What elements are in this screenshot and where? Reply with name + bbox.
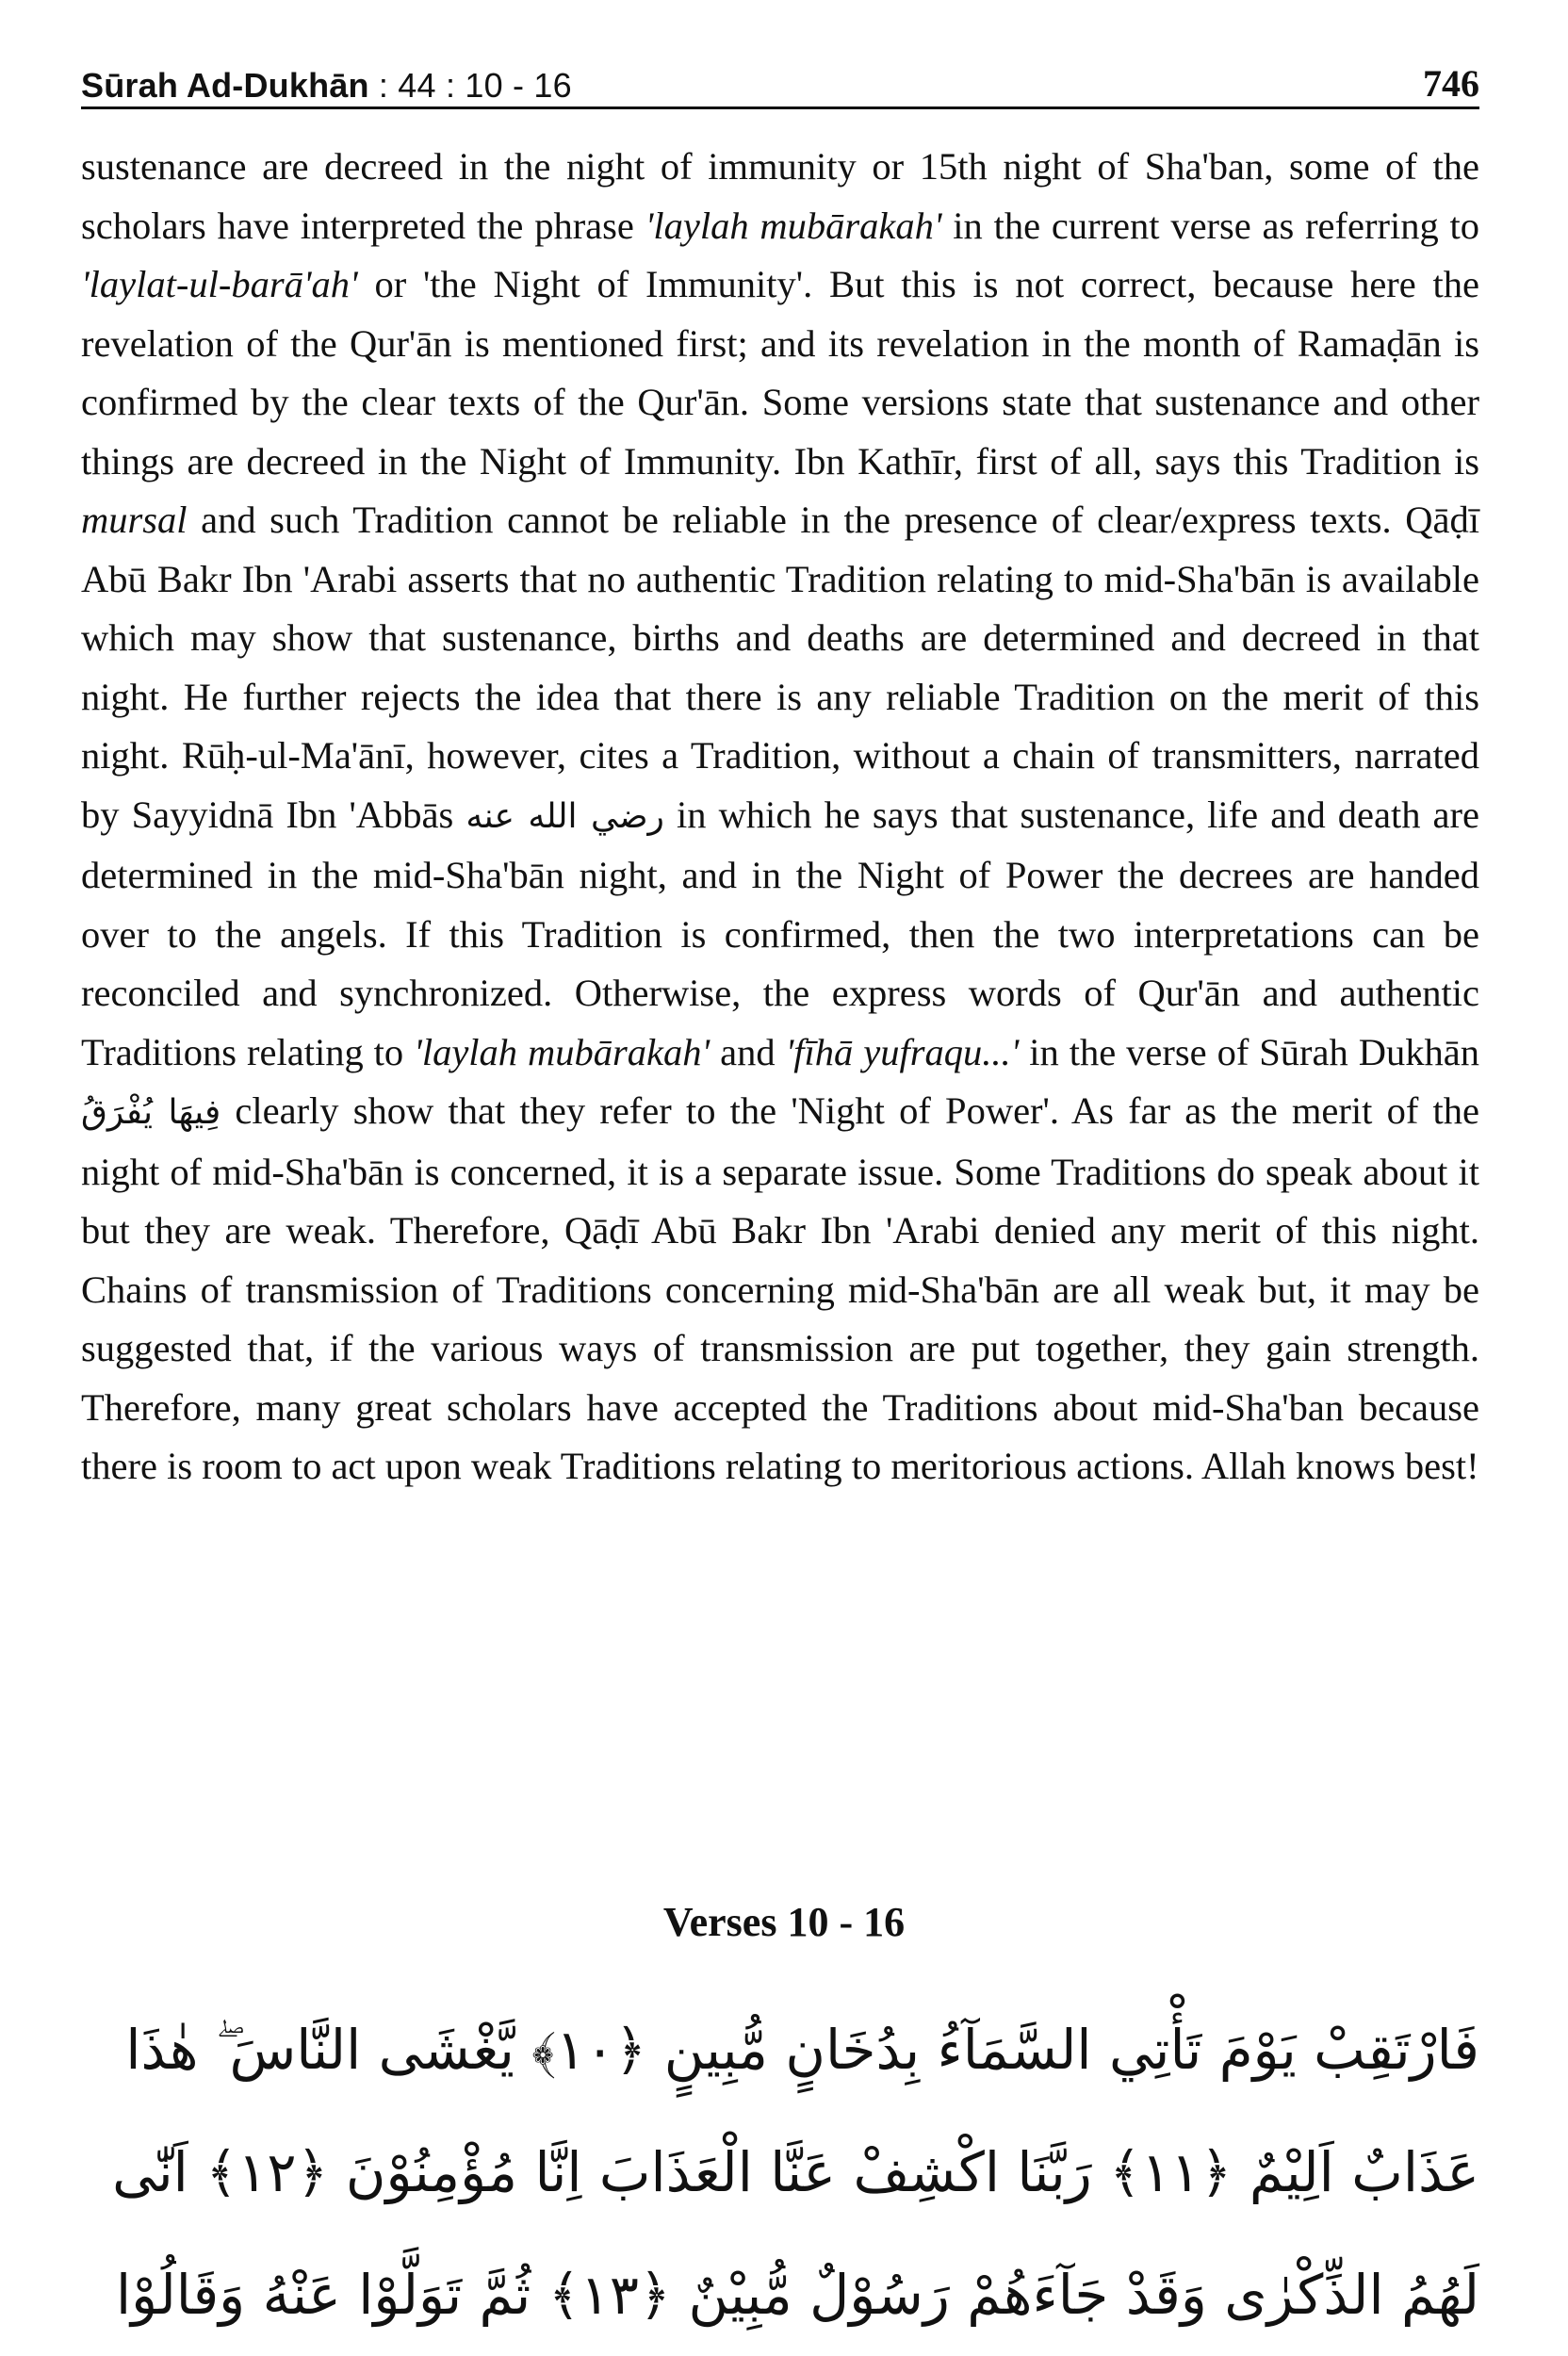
italic-term: 'laylah mubārakah': [414, 1030, 710, 1073]
text-run: in the verse of Sūrah Dukhān: [1019, 1030, 1479, 1073]
page-header: [81, 41, 1479, 106]
text-run: and: [710, 1030, 786, 1073]
italic-term: mursal: [81, 499, 188, 541]
italic-term: 'fīhā yufraqu...': [785, 1030, 1020, 1073]
verse-reference: : 44 : 10 - 16: [368, 66, 572, 105]
arabic-phrase: فِيهَا يُفْرَقُ: [81, 1093, 221, 1132]
surah-title: Sūrah Ad-Dukhān: [81, 66, 369, 105]
commentary-text: [81, 138, 1479, 1497]
text-run: or 'the Night of Immunity'. But this is not correct, because here the revelation of the Qur'ān is mentioned first; and its revelation in the month of Ramaḍān is confirmed by the clear texts of the Qur'ān. Some versions state that sustenance and other things are decreed in the Night of Immunity. Ibn Kathīr, first of all, says this Tradition is: [81, 263, 1479, 483]
verse-line: فَارْتَقِبْ يَوْمَ تَأْتِي السَّمَآءُ بِدُخَانٍ مُّبِينٍ ﴿١٠﴾ يَّغْشَى النَّاسَ ۖ هٰذَا: [125, 2018, 1479, 2082]
italic-term: 'laylat-ul-barā'ah': [81, 263, 358, 305]
honorific-glyph: رضي الله عنه: [466, 796, 664, 836]
text-run: clearly show that they refer to the 'Night of Power'. As far as the merit of the night of mid-Sha'bān is concerned, it is a separate issue. Some Traditions do speak about it but they are weak. Therefore, Qāḍī Abū Bakr Ibn 'Arabi denied any merit of this night. Chains of transmission of Traditions concerning mid-Sha'bān are all weak but, it may be suggested that, if the various ways of transmission are put together, they gain strength. Therefore, many great scholars have accepted the Traditions about mid-Sha'ban because there is room to act upon weak Traditions relating to meritorious actions. Allah knows best!: [81, 1089, 1479, 1487]
page-number: 746: [1423, 62, 1479, 105]
quran-verses: [112, 1988, 1479, 2356]
italic-term: 'laylah mubārakah': [645, 204, 942, 247]
section-heading: Verses 10 - 16: [662, 1899, 906, 1945]
verse-line: لَهُمُ الذِّكْرٰى وَقَدْ جَآءَهُمْ رَسُوْلٌ مُّبِيْنٌ ﴿١٣﴾ ثُمَّ تَوَلَّوْا عَنْهُ وَقَالُوْا: [116, 2263, 1479, 2327]
text-run: sustenance are decreed in the night of immunity or 15th night of Sha'ban, some of the scholars have interpreted the phrase: [81, 145, 1479, 247]
text-run: and such Tradition cannot be reliable in the presence of clear/express texts. Qāḍī Abū Bakr Ibn 'Arabi asserts that no authentic Tradition relating to mid-Sha'bān is available which may show that sustenance, births and deaths are determined and decreed in that night. He further rejects the idea that there is any reliable Tradition on the merit of this night. Rūḥ-ul-Ma'ānī, however, cites a Tradition, without a chain of transmitters, narrated by Sayyidnā Ibn 'Abbās: [81, 499, 1479, 836]
verse-line: عَذَابٌ اَلِيْمٌ ﴿١١﴾ رَبَّنَا اكْشِفْ عَنَّا الْعَذَابَ اِنَّا مُؤْمِنُوْنَ ﴿١٢﴾ اَنّٰى: [112, 2140, 1479, 2204]
text-run: in which he says that sustenance, life and death are determined in the mid-Sha'bān night, and in the Night of Power the decrees are handed over to the angels. If this Tradition is confirmed, then the two interpretations can be reconciled and synchronized. Otherwise, the express words of Qur'ān and authentic Traditions relating to: [81, 793, 1479, 1073]
header-rule: [81, 106, 1479, 109]
running-head: [81, 66, 572, 106]
commentary-paragraph: [81, 138, 1479, 1497]
text-run: in the current verse as referring to: [941, 204, 1480, 247]
